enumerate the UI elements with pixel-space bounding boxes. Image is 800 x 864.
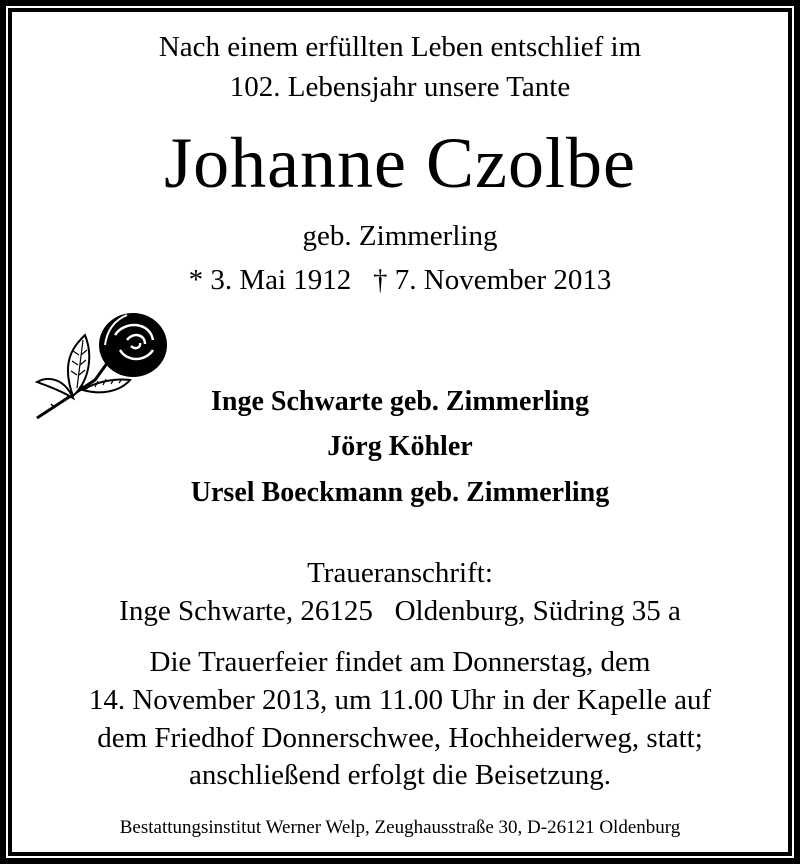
mourner-1: Inge Schwarte geb. Zimmerling xyxy=(211,386,589,417)
ceremony-line-1: Die Trauerfeier findet am Donnerstag, dem xyxy=(149,646,651,678)
mourner-3: Ursel Boeckmann geb. Zimmerling xyxy=(190,477,610,508)
funeral-home-footer: Bestattungsinstitut Werner Welp, Zeughausstraße 30, D-26121 Oldenburg xyxy=(119,817,681,838)
birth-name: geb. Zimmerling xyxy=(302,220,498,252)
ceremony-line-2: 14. November 2013, um 11.00 Uhr in der Kapelle auf xyxy=(88,684,712,716)
address-value: Inge Schwarte, 26125 Oldenburg, Südring 35 a xyxy=(119,595,681,627)
life-dates: * 3. Mai 1912 † 7. November 2013 xyxy=(188,264,612,296)
ceremony-line-4: anschließend erfolgt die Beisetzung. xyxy=(189,759,611,791)
deceased-name: Johanne Czolbe xyxy=(164,123,636,203)
mourner-2: Jörg Köhler xyxy=(327,431,473,462)
address-label: Traueranschrift: xyxy=(307,557,493,589)
ceremony-line-3: dem Friedhof Donnerschwee, Hochheiderweg, statt; xyxy=(97,722,703,754)
intro-line-1: Nach einem erfüllten Leben entschlief im xyxy=(158,31,642,63)
intro-line-2: 102. Lebensjahr unsere Tante xyxy=(229,71,571,103)
